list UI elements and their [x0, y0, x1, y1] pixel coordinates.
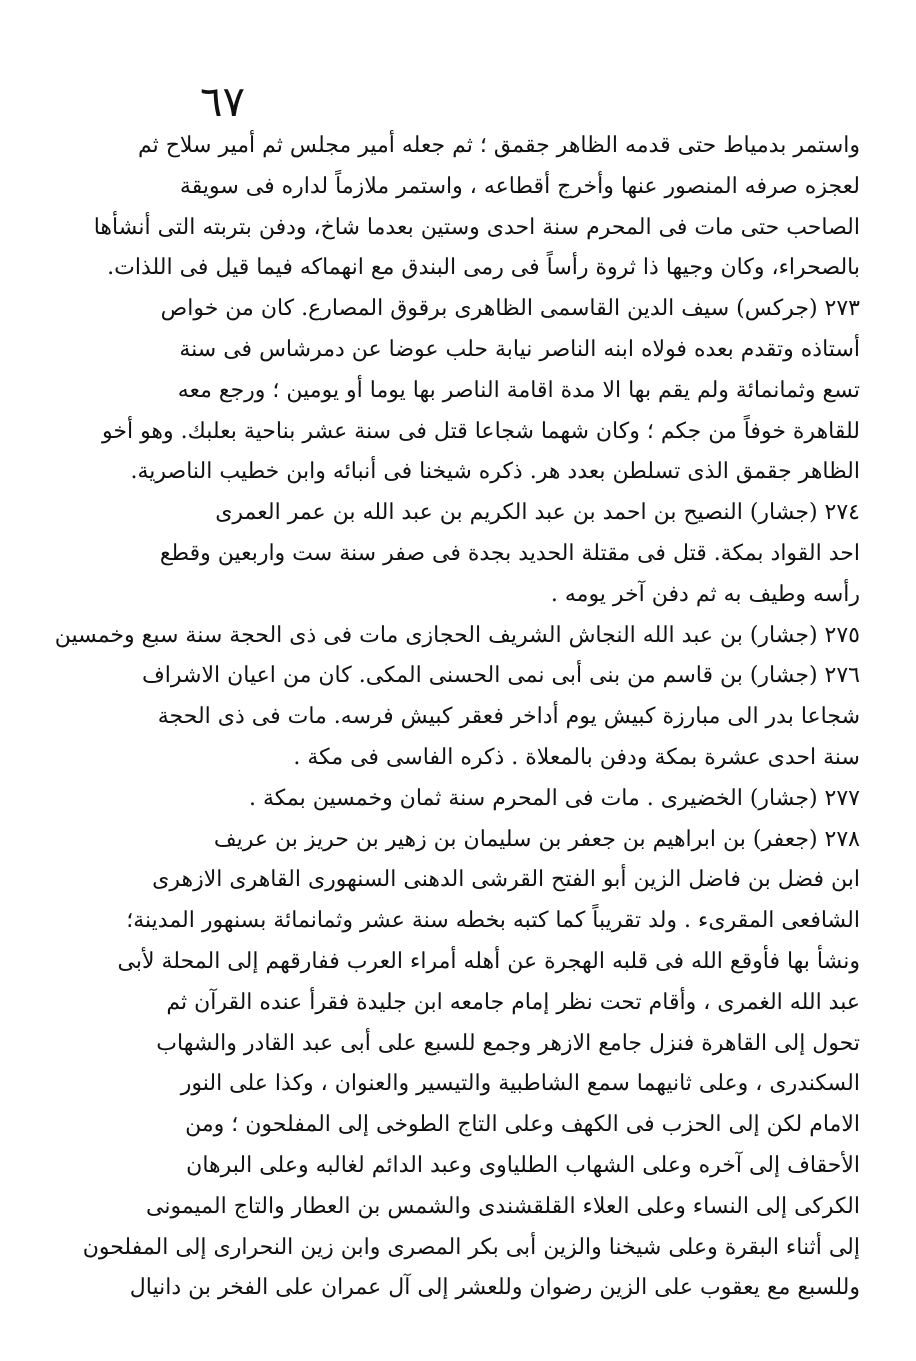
- text-line: إلى أثناء البقرة وعلى شيخنا والزين أبى بكر المصرى وابن زين النحرارى إلى المفلحون: [82, 1234, 860, 1260]
- text-line: ٢٧٤ (جشار) النصيح بن احمد بن عبد الكريم بن عبد الله بن عمر العمرى: [215, 500, 860, 526]
- text-line: ونشأ بها فأوقع الله فى قلبه الهجرة عن أهله أمراء العرب ففارقهم إلى المحلة لأبى: [117, 948, 860, 974]
- text-line: الظاهر جقمق الذى تسلطن بعدد هر. ذكره شيخنا فى أنبائه وابن خطيب الناصرية.: [130, 459, 860, 485]
- text-line: سنة احدى عشرة بمكة ودفن بالمعلاة . ذكره الفاسى فى مكة .: [293, 744, 860, 770]
- text-line: تحول إلى القاهرة فنزل جامع الازهر وجمع للسبع على أبى عبد القادر والشهاب: [156, 1030, 860, 1056]
- text-line: احد القواد بمكة. قتل فى مقتلة الحديد بجدة فى صفر سنة ست واربعين وقطع: [159, 540, 860, 566]
- page-number: ٦٧: [200, 77, 246, 126]
- text-line: ٢٧٧ (جشار) الخضيرى . مات فى المحرم سنة ثمان وخمسين بمكة .: [248, 785, 860, 811]
- text-line: ٢٧٨ (جعفر) بن ابراهيم بن جعفر بن سليمان بن زهير بن حريز بن عريف: [213, 826, 860, 852]
- text-line: وللسبع مع يعقوب على الزين رضوان وللعشر إلى آل عمران على الفخر بن دانيال: [129, 1275, 860, 1301]
- text-line: تسع وثمانمائة ولم يقم بها الا مدة اقامة الناصر بها يوما أو يومين ؛ ورجع معه: [177, 377, 860, 403]
- text-line: ابن فضل بن فاضل الزين أبو الفتح القرشى الدهنى السنهورى القاهرى الازهرى: [152, 867, 860, 893]
- text-line: عبد الله الغمرى ، وأقام تحت نظر إمام جامعه ابن جليدة فقرأ عنده القرآن ثم: [166, 989, 860, 1015]
- text-line: الشافعى المقرىء . ولد تقريباً كما كتبه بخطه سنة عشر وثمانمائة بسنهور المدينة؛: [126, 908, 860, 934]
- text-line: السكندرى ، وعلى ثانيهما سمع الشاطبية والتيسير والعنوان ، وكذا على النور: [180, 1071, 860, 1097]
- text-line: الأحقاف إلى آخره وعلى الشهاب الطلياوى وعبد الدائم لغالبه وعلى البرهان: [186, 1152, 860, 1178]
- text-line: الكركى إلى النساء وعلى العلاء القلقشندى والشمس بن العطار والتاج الميمونى: [146, 1193, 860, 1219]
- text-line: ٢٧٥ (جشار) بن عبد الله النجاش الشريف الحجازى مات فى ذى الحجة سنة سبع وخمسين: [54, 622, 860, 648]
- text-line: الامام لكن إلى الحزب فى الكهف وعلى التاج الطوخى إلى المفلحون ؛ ومن: [185, 1112, 860, 1138]
- text-line: ٢٧٦ (جشار) بن قاسم من بنى أبى نمى الحسنى المكى. كان من اعيان الاشراف: [141, 663, 860, 689]
- text-line: رأسه وطيف به ثم دفن آخر يومه .: [550, 581, 860, 607]
- text-line: واستمر بدمياط حتى قدمه الظاهر جقمق ؛ ثم جعله أمير مجلس ثم أمير سلاح ثم: [137, 133, 860, 158]
- text-line: بالصحراء، وكان وجيها ذا ثروة رأساً فى رمى البندق مع انهماكه فيما قيل فى اللذات.: [107, 255, 860, 281]
- text-line: لعجزه صرفه المنصور عنها وأخرج أقطاعه ، واستمر ملازماً لداره فى سويقة: [179, 173, 860, 199]
- text-line: ٢٧٣ (جركس) سيف الدين القاسمى الظاهرى برقوق المصارع. كان من خواص: [160, 296, 860, 322]
- body-text: [54, 126, 860, 1309]
- text-line: أستاذه وتقدم بعده فولاه ابنه الناصر نيابة حلب عوضا عن دمرشاس فى سنة: [179, 336, 860, 362]
- text-line: الصاحب حتى مات فى المحرم سنة احدى وستين بعدما شاخ، ودفن بتربته التى أنشأها: [93, 214, 860, 240]
- text-line: شجاعا بدر الى مبارزة كبيش يوم أداخر فعقر كبيش فرسه. مات فى ذى الحجة: [157, 704, 860, 730]
- text-line: للقاهرة خوفاً من جكم ؛ وكان شهما شجاعا قتل فى سنة عشر بناحية بعلبك. وهو أخو: [102, 418, 860, 444]
